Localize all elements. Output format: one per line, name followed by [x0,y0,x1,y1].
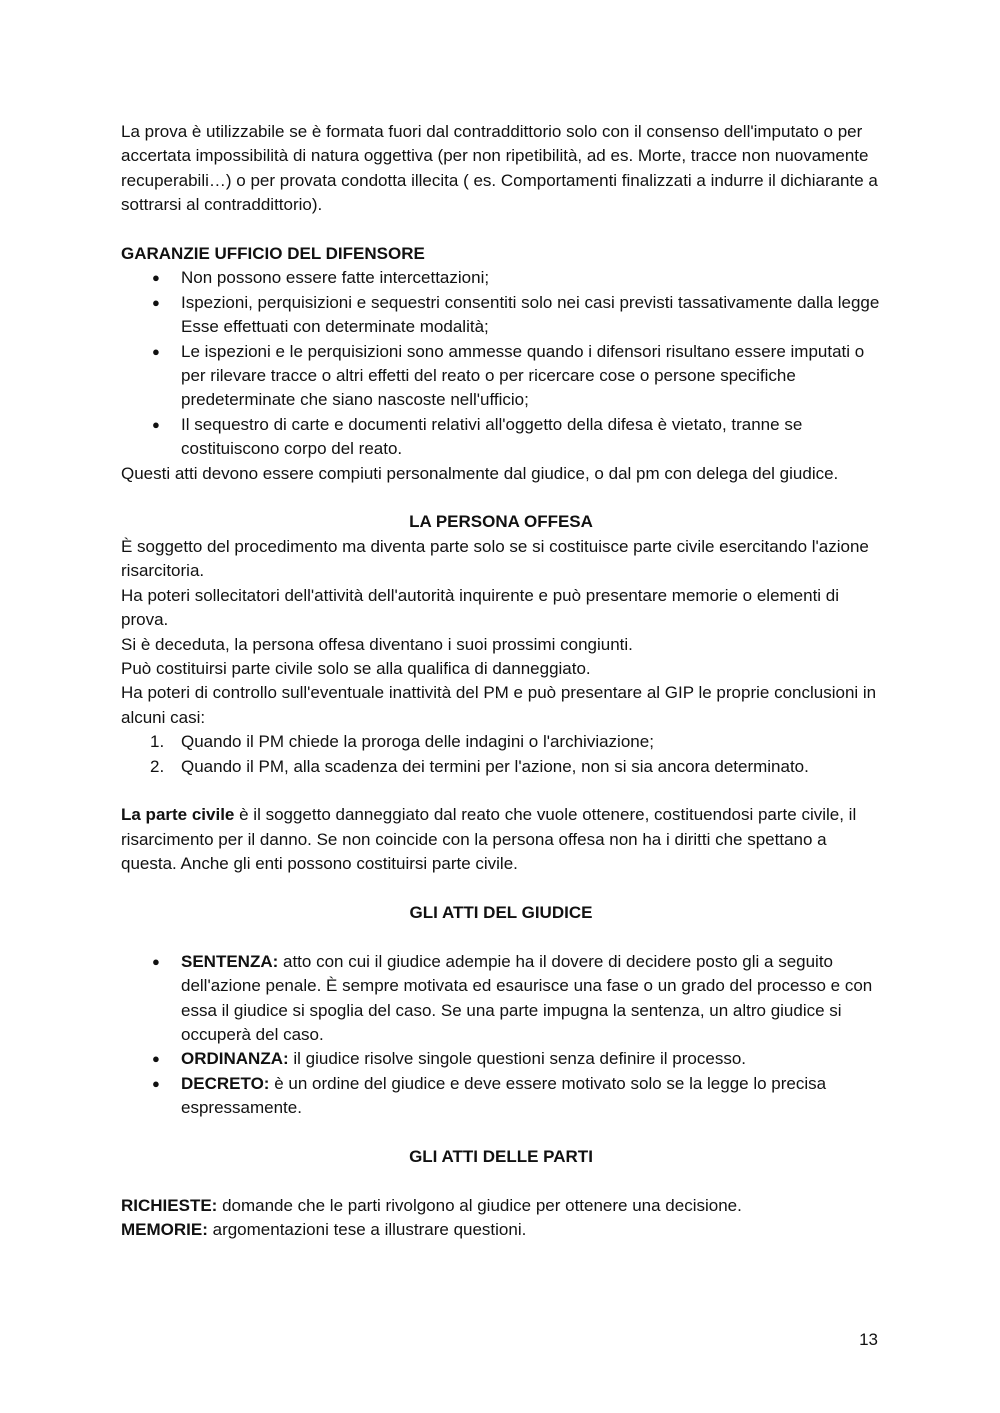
intro-paragraph: La prova è utilizzabile se è formata fuori dal contraddittorio solo con il consenso dell'imputato o per accertata impossibilità di natura oggettiva (per non ripetibilità, ad es. Morte, tracce non nuovamente recuperabili…) o per provata condotta illecita ( es. Comportamenti finalizzati a indurre il dichiarante a sottrarsi al contraddittorio). [121,122,878,215]
parte-civile-text: è il soggetto danneggiato dal reato che vuole ottenere, costituendosi parte civile, il risarcimento per il danno. Se non coincide con la persona offesa non ha i diritti che spettano a questa. Anche gli enti possono costituirsi parte civile. [121,805,857,874]
list-number: 1. [150,732,165,752]
persona-offesa-heading: LA PERSONA OFFESA [409,512,593,532]
garanzie-after: Questi atti devono essere compiuti personalmente dal giudice, o dal pm con delega del giudice. [121,463,839,483]
list-number: 2. [150,756,165,776]
list-item: ● Non possono essere fatte intercettazioni; [121,266,881,290]
term: SENTENZA: [181,951,279,971]
list-item: ● Le ispezioni e le perquisizioni sono ammesse quando i difensori risultano essere imputati o per rilevare tracce o altri effetti del reato o per ricercare cose o persone specifiche predeterminate che siano nascoste nell'ufficio; [121,340,881,413]
persona-offesa-list [121,730,881,779]
persona-offesa-paragraph: Ha poteri sollecitatori dell'attività dell'autorità inquirente e può presentare memorie o elementi di prova. [121,585,840,630]
persona-offesa-paragraph: È soggetto del procedimento ma diventa parte solo se si costituisce parte civile esercitando l'azione risarcitoria. [121,536,869,581]
term: DECRETO: [181,1073,270,1093]
persona-offesa-paragraph: Può costituirsi parte civile solo se alla qualifica di danneggiato. [121,658,591,678]
term: ORDINANZA: [181,1049,289,1069]
list-item: ● Ispezioni, perquisizioni e sequestri consentiti solo nei casi previsti tassativamente dalla legge Esse effettuati con determinate modalità; [121,291,881,340]
list-item [121,950,881,1048]
document-body [121,120,881,1243]
list-item [121,730,881,754]
list-item: ● Il sequestro di carte e documenti relativi all'oggetto della difesa è vietato, tranne se costituiscono corpo del reato. [121,413,881,462]
definition: domande che le parti rivolgono al giudice per ottenere una decisione. [217,1195,742,1215]
term: RICHIESTE: [121,1195,218,1215]
definition: il giudice risolve singole questioni senza definire il processo. [288,1049,747,1069]
atti-parti-item [121,1218,881,1242]
page-number: 13 [859,1330,878,1349]
persona-offesa-paragraph: Ha poteri di controllo sull'eventuale inattività del PM e può presentare al GIP le proprie conclusioni in alcuni casi: [121,683,877,727]
garanzie-list [121,266,881,461]
atti-parti-item [121,1194,881,1218]
atti-giudice-list [121,950,881,1121]
atti-giudice-heading: GLI ATTI DEL GIUDICE [409,902,593,922]
list-text: Quando il PM, alla scadenza dei termini per l'azione, non si sia ancora determinato. [181,756,809,776]
list-item [121,1072,881,1121]
definition: è un ordine del giudice e deve essere motivato solo se la legge lo precisa espressamente. [181,1073,827,1118]
atti-parti-heading: GLI ATTI DELLE PARTI [409,1146,593,1166]
garanzie-heading: GARANZIE UFFICIO DEL DIFENSORE [121,244,425,264]
parte-civile-term: La parte civile [121,805,235,825]
parte-civile-paragraph [121,803,881,876]
list-item [121,755,881,779]
list-text: Quando il PM chiede la proroga delle indagini o l'archiviazione; [181,732,654,752]
definition: atto con cui il giudice adempie ha il dovere di decidere posto gli a seguito dell'azione penale. È sempre motivata ed esaurisce una fase o un grado del processo e con essa il giudice si spoglia del caso. Se una parte impugna la sentenza, un altro giudice si occuperà del caso. [181,951,873,1044]
persona-offesa-paragraph: Si è deceduta, la persona offesa diventano i suoi prossimi congiunti. [121,634,633,654]
definition: argomentazioni tese a illustrare questioni. [207,1220,527,1240]
term: MEMORIE: [121,1220,208,1240]
list-item [121,1047,881,1071]
